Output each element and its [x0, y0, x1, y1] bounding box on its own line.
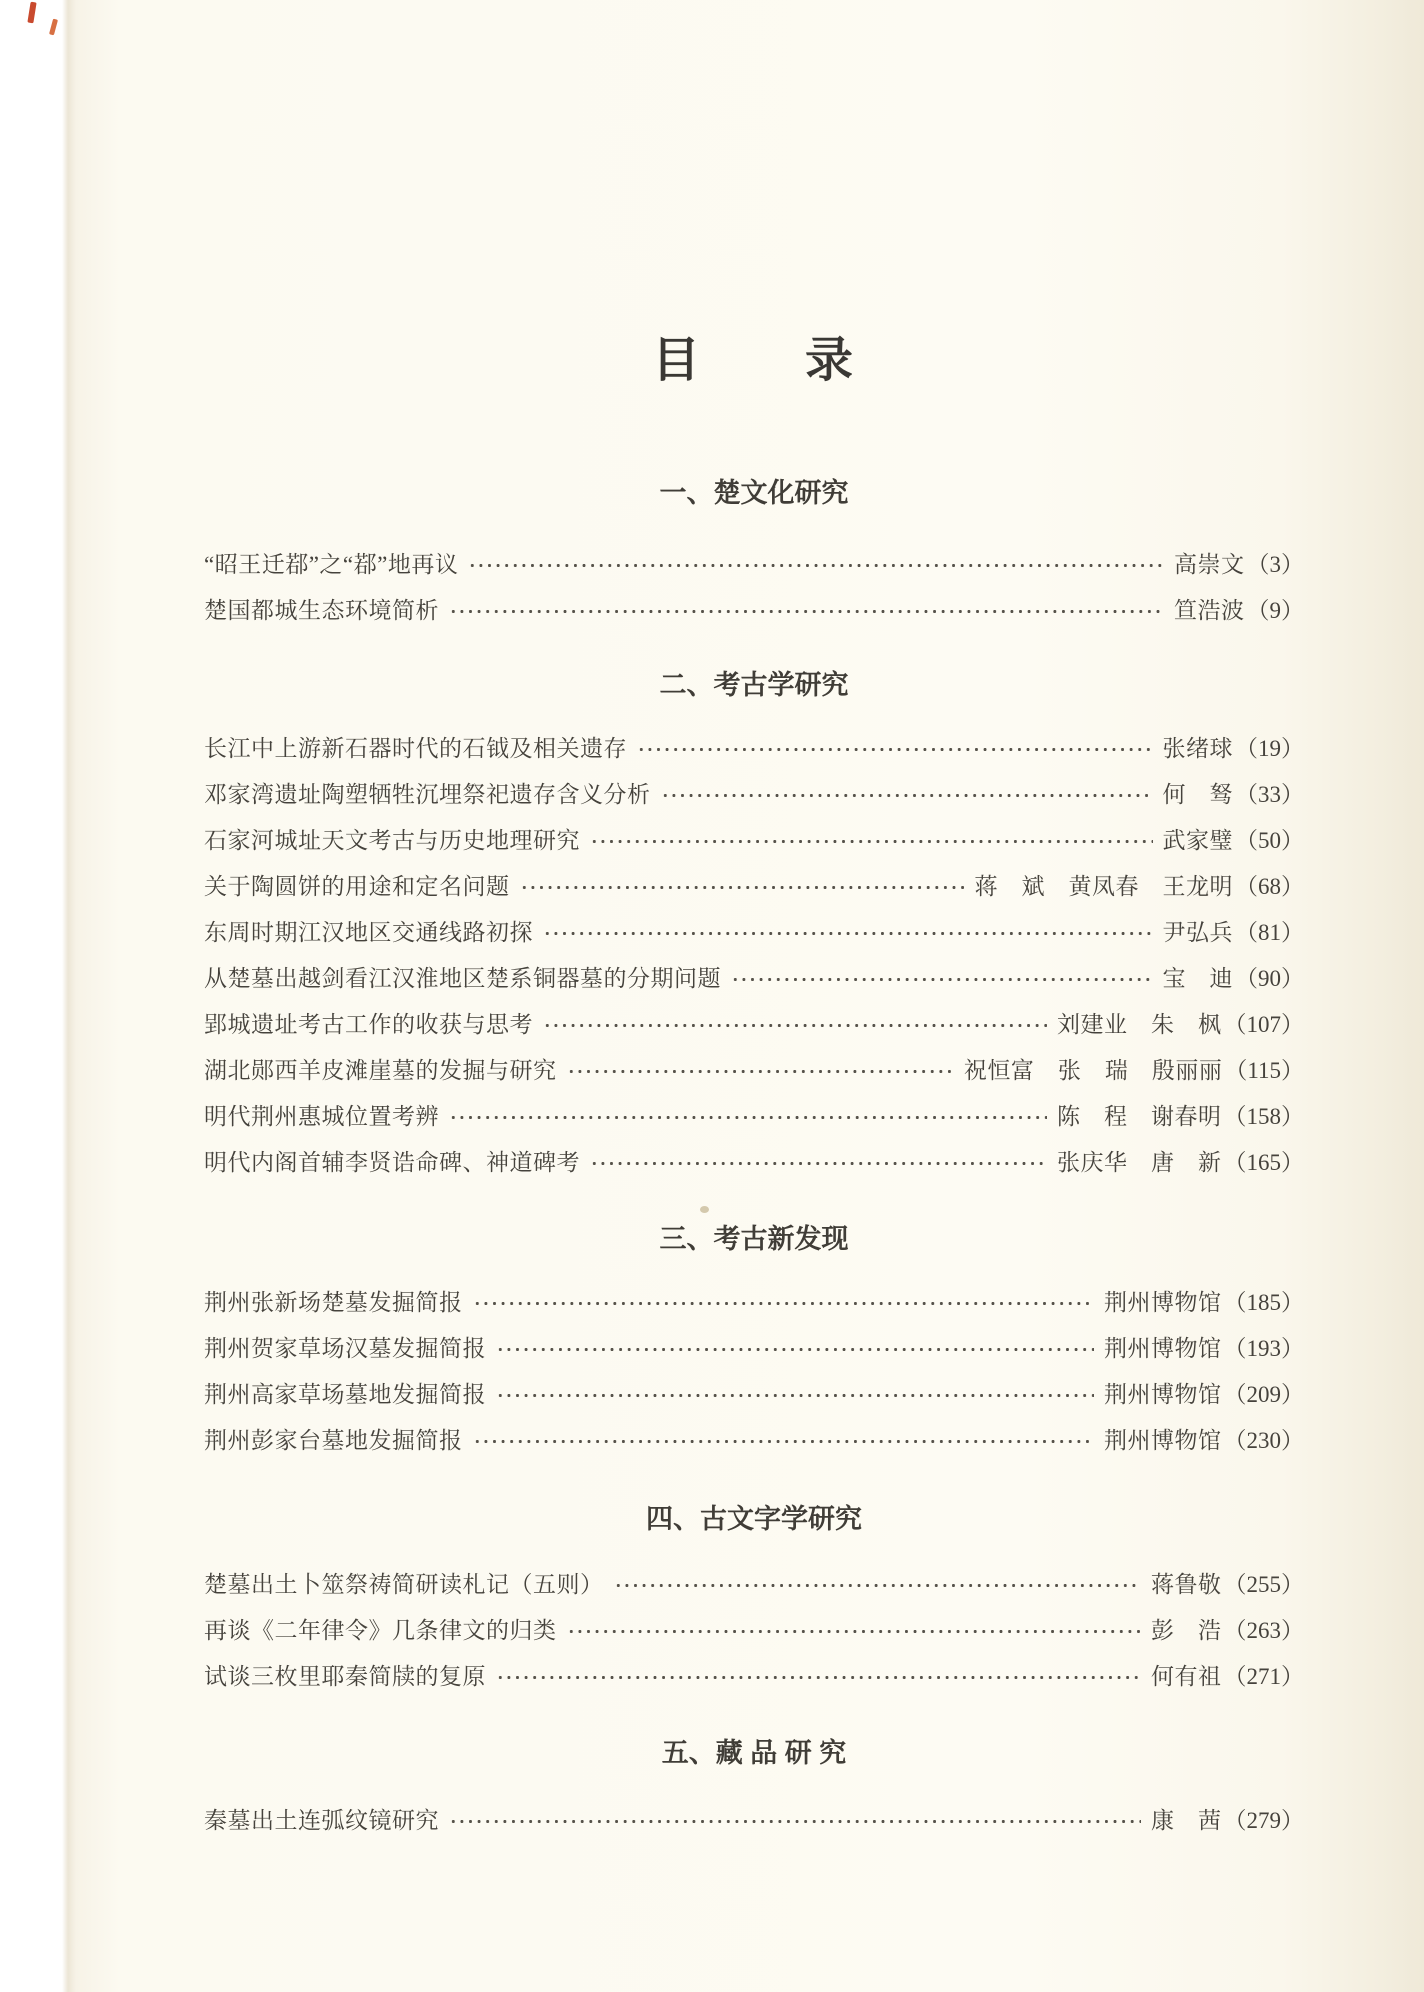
entry-title: 明代荆州惠城位置考辨: [204, 1104, 439, 1129]
entry-title: 试谈三枚里耶秦简牍的复原: [204, 1664, 486, 1689]
toc-entry: [204, 726, 1304, 772]
entry-page-number: （19）: [1235, 736, 1304, 761]
dotted-leader: [447, 588, 1164, 634]
entry-title: 从楚墓出越剑看江汉淮地区楚系铜器墓的分期问题: [204, 966, 721, 991]
dotted-leader: [447, 1798, 1141, 1844]
entry-title: 楚墓出土卜筮祭祷简研读札记（五则）: [204, 1572, 604, 1597]
toc-entry: [204, 1654, 1304, 1700]
toc-entry: [204, 1048, 1304, 1094]
dotted-leader: [494, 1654, 1141, 1700]
dotted-leader: [471, 1280, 1095, 1326]
entry-title: 明代内阁首辅李贤诰命碑、神道碑考: [204, 1150, 580, 1175]
toc-entry: [204, 1372, 1304, 1418]
scan-orange-mark: [49, 19, 58, 36]
toc-entry: [204, 1562, 1304, 1608]
toc-entry: [204, 772, 1304, 818]
toc-entry: [204, 864, 1304, 910]
toc-entry: [204, 1002, 1304, 1048]
toc-entry: [204, 1608, 1304, 1654]
toc-entry: [204, 542, 1304, 588]
section-new-discoveries: [204, 1220, 1304, 1464]
entry-page-number: （81）: [1235, 920, 1304, 945]
dotted-leader: [588, 818, 1153, 864]
entry-title: 石家河城址天文考古与历史地理研究: [204, 828, 580, 853]
section-heading: 一、楚文化研究: [659, 478, 849, 508]
entry-title: 湖北郧西羊皮滩崖墓的发掘与研究: [204, 1058, 557, 1083]
entry-page-number: （90）: [1235, 966, 1304, 991]
entry-title: 邓家湾遗址陶塑牺牲沉埋祭祀遗存含义分析: [204, 782, 651, 807]
toc-entry: [204, 1798, 1304, 1844]
entry-title: 荆州高家草场墓地发掘简报: [204, 1382, 486, 1407]
entry-page-number: （263）: [1223, 1618, 1304, 1643]
entry-author: 蒋 斌 黄凤春 王龙明: [974, 874, 1233, 899]
entry-author: 荆州博物馆: [1104, 1382, 1222, 1407]
entry-title: “昭王迁鄀”之“鄀”地再议: [204, 552, 459, 577]
entry-author: 笪浩波: [1174, 598, 1245, 623]
section-chu-culture: [204, 474, 1304, 634]
entry-title: 楚国都城生态环境简析: [204, 598, 439, 623]
entry-author: 尹弘兵: [1162, 920, 1233, 945]
dotted-leader: [518, 864, 965, 910]
toc-entry: [204, 588, 1304, 634]
entry-page-number: （9）: [1246, 598, 1304, 623]
entry-page-number: （158）: [1223, 1104, 1304, 1129]
dotted-leader: [729, 956, 1153, 1002]
dotted-leader: [565, 1048, 954, 1094]
entry-author: 陈 程 谢春明: [1057, 1104, 1222, 1129]
entry-author: 张绪球: [1162, 736, 1233, 761]
entry-title: 荆州张新场楚墓发掘简报: [204, 1290, 463, 1315]
entry-author: 刘建业 朱 枫: [1057, 1012, 1222, 1037]
entry-page-number: （279）: [1223, 1808, 1304, 1833]
dotted-leader: [565, 1608, 1142, 1654]
dotted-leader: [466, 542, 1164, 588]
entry-author: 何有祖: [1151, 1664, 1222, 1689]
entry-page-number: （193）: [1223, 1336, 1304, 1361]
scan-red-mark: [27, 2, 36, 24]
entry-author: 彭 浩: [1151, 1618, 1222, 1643]
toc-content: [204, 0, 1304, 1844]
toc-entry: [204, 910, 1304, 956]
section-paleography: [204, 1500, 1304, 1700]
entry-page-number: （185）: [1223, 1290, 1304, 1315]
page-title: 目 录: [651, 334, 856, 387]
toc-entry: [204, 1094, 1304, 1140]
toc-entry: [204, 1140, 1304, 1186]
entry-author: 荆州博物馆: [1104, 1290, 1222, 1315]
entry-author: 蒋鲁敬: [1151, 1572, 1222, 1597]
dotted-leader: [588, 1140, 1047, 1186]
entry-page-number: （230）: [1223, 1428, 1304, 1453]
entry-author: 高崇文: [1174, 552, 1245, 577]
entry-page-number: （165）: [1223, 1150, 1304, 1175]
entry-author: 荆州博物馆: [1104, 1428, 1222, 1453]
section-archaeology-research: [204, 666, 1304, 1186]
entry-page-number: （68）: [1235, 874, 1304, 899]
entry-title: 关于陶圆饼的用途和定名问题: [204, 874, 510, 899]
entry-title: 荆州彭家台墓地发掘简报: [204, 1428, 463, 1453]
toc-entry: [204, 1418, 1304, 1464]
entry-page-number: （107）: [1223, 1012, 1304, 1037]
entry-title: 长江中上游新石器时代的石钺及相关遗存: [204, 736, 627, 761]
dotted-leader: [541, 1002, 1047, 1048]
entry-author: 荆州博物馆: [1104, 1336, 1222, 1361]
toc-entry: [204, 1326, 1304, 1372]
entry-author: 张庆华 唐 新: [1057, 1150, 1222, 1175]
dotted-leader: [612, 1562, 1142, 1608]
dotted-leader: [635, 726, 1153, 772]
dotted-leader: [659, 772, 1153, 818]
dotted-leader: [447, 1094, 1047, 1140]
entry-title: 荆州贺家草场汉墓发掘简报: [204, 1336, 486, 1361]
entry-page-number: （209）: [1223, 1382, 1304, 1407]
dotted-leader: [494, 1326, 1094, 1372]
toc-entry: [204, 1280, 1304, 1326]
entry-title: 东周时期江汉地区交通线路初探: [204, 920, 533, 945]
entry-page-number: （115）: [1224, 1058, 1304, 1083]
entry-title: 秦墓出土连弧纹镜研究: [204, 1808, 439, 1833]
entry-author: 武家璧: [1162, 828, 1233, 853]
entry-page-number: （255）: [1223, 1572, 1304, 1597]
section-heading: 三、考古新发现: [659, 1224, 849, 1254]
section-collection-studies: [204, 1734, 1304, 1844]
dotted-leader: [471, 1418, 1095, 1464]
section-heading: 五、藏 品 研 究: [661, 1738, 847, 1768]
entry-author: 祝恒富 张 瑞 殷丽丽: [963, 1058, 1223, 1083]
dotted-leader: [494, 1372, 1094, 1418]
toc-entry: [204, 818, 1304, 864]
entry-title: 郢城遗址考古工作的收获与思考: [204, 1012, 533, 1037]
entry-author: 宝 迪: [1162, 966, 1233, 991]
entry-page-number: （3）: [1246, 552, 1304, 577]
entry-author: 何 驽: [1162, 782, 1233, 807]
section-heading: 二、考古学研究: [659, 670, 849, 700]
entry-page-number: （50）: [1235, 828, 1304, 853]
entry-author: 康 茜: [1151, 1808, 1222, 1833]
entry-page-number: （271）: [1223, 1664, 1304, 1689]
entry-page-number: （33）: [1235, 782, 1304, 807]
dotted-leader: [541, 910, 1153, 956]
toc-entry: [204, 956, 1304, 1002]
entry-title: 再谈《二年律令》几条律文的归类: [204, 1618, 557, 1643]
section-heading: 四、古文字学研究: [646, 1504, 862, 1534]
